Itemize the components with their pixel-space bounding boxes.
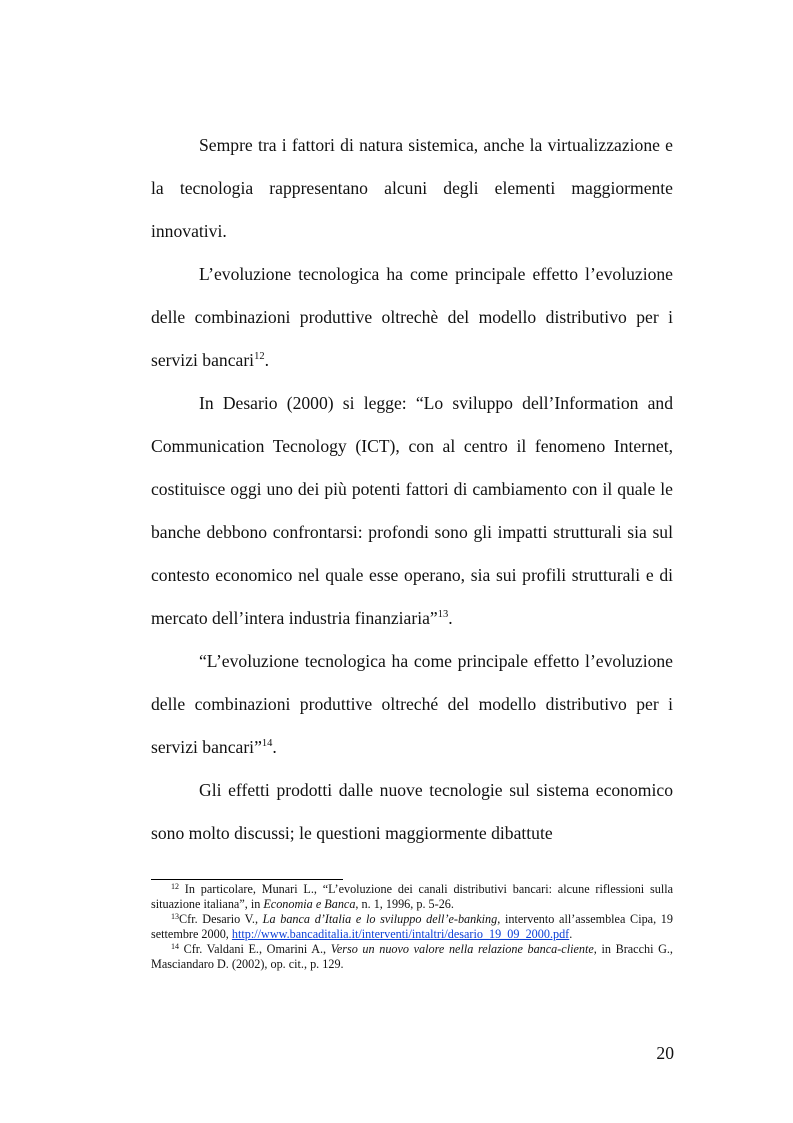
footnote-13-pre: Cfr. Desario V., xyxy=(179,912,263,926)
footnote-12-title: Economia e Banca xyxy=(263,897,356,911)
paragraph-1-text: Sempre tra i fattori di natura sistemica, anche la virtualizzazione e la tecnologia rappresentano alcuni degli elementi maggiormente innovativi. xyxy=(151,135,673,241)
footnote-12-pre: In particolare, Munari L., “L’evoluzione dei canali distributivi bancari: alcune riflessioni sulla situazione italiana”, in xyxy=(151,882,673,911)
footnote-12-number: 12 xyxy=(171,882,179,891)
paragraph-4-text: “L’evoluzione tecnologica ha come principale effetto l’evoluzione delle combinazioni produttive oltreché del modello distributivo per i servizi bancari” xyxy=(151,651,673,757)
body-text xyxy=(151,124,673,855)
paragraph-4-end: . xyxy=(272,737,277,757)
footnote-14-title: Verso un nuovo valore nella relazione banca-cliente, xyxy=(330,942,597,956)
page-number: 20 xyxy=(656,1043,674,1063)
footnotes xyxy=(151,882,673,972)
paragraph-3 xyxy=(151,382,673,640)
paragraph-2-text: L’evoluzione tecnologica ha come principale effetto l’evoluzione delle combinazioni produttive oltrechè del modello distributivo per i servizi bancari xyxy=(151,264,673,370)
paragraph-3-end: . xyxy=(448,608,453,628)
footnote-14-post: in Bracchi G., Masciandaro D. (2002), op. cit., p. 129. xyxy=(151,942,673,971)
footnote-13-title: La banca d’Italia e lo sviluppo dell’e-banking xyxy=(262,912,498,926)
footnote-14-pre: Cfr. Valdani E., Omarini A., xyxy=(179,942,331,956)
paragraph-4 xyxy=(151,640,673,769)
footnote-14-number: 14 xyxy=(171,942,179,951)
paragraph-2 xyxy=(151,253,673,382)
paragraph-5 xyxy=(151,769,673,855)
footnote-14 xyxy=(151,942,673,972)
footnote-13-number: 13 xyxy=(171,912,179,921)
footnote-ref-13[interactable]: 13 xyxy=(437,609,449,620)
footnote-13-tail: . xyxy=(569,927,573,941)
footnote-ref-14[interactable]: 14 xyxy=(261,738,273,749)
footnote-13-post: , intervento all’assemblea Cipa, 19 settembre 2000, xyxy=(151,912,673,941)
footnote-separator xyxy=(151,879,343,880)
paragraph-1 xyxy=(151,124,673,253)
footnote-12-post: , n. 1, 1996, p. 5-26. xyxy=(355,897,454,911)
paragraph-2-end: . xyxy=(264,350,269,370)
paragraph-5-text: Gli effetti prodotti dalle nuove tecnologie sul sistema economico sono molto discussi; le questioni maggiormente dibattute xyxy=(151,780,673,843)
footnote-12 xyxy=(151,882,673,912)
paragraph-3-text: In Desario (2000) si legge: “Lo sviluppo dell’Information and Communication Tecnology (ICT), con al centro il fenomeno Internet, costituisce oggi uno dei più potenti fattori di cambiamento con il quale le banche debbono confrontarsi: profondi sono gli impatti strutturali sia sul contesto economico nel quale esse operano, sia sui profili strutturali e di mercato dell’intera industria finanziaria” xyxy=(151,393,673,628)
footnote-13 xyxy=(151,912,673,942)
footnote-13-link[interactable]: http://www.bancaditalia.it/interventi/intaltri/desario_19_09_2000.pdf xyxy=(231,927,570,941)
footnote-ref-12[interactable]: 12 xyxy=(254,351,265,362)
